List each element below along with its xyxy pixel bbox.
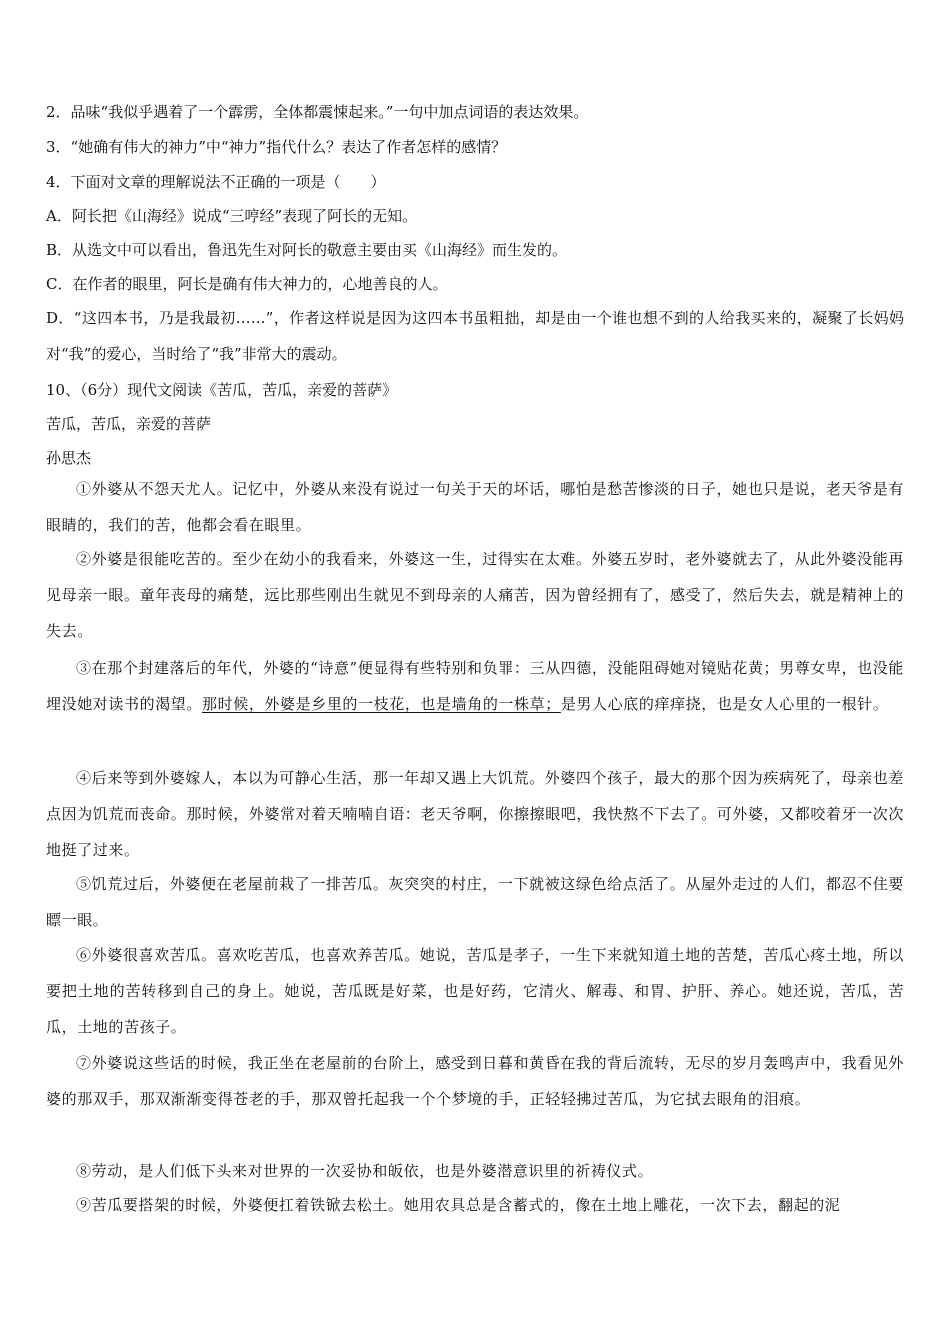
paragraph-2: ②外婆是很能吃苦的。至少在幼小的我看来，外婆这一生，过得实在太难。外婆五岁时，老外婆就去了，从此外婆没能再见母亲一眼。童年丧母的痛楚，远比那些刚出生就见不到母亲的人痛苦，因为曾经拥有了，感受了，然后失去，就是精神上的失去。 xyxy=(46,550,905,640)
question-4: 4．下面对文章的理解说法不正确的一项是（ ） xyxy=(46,173,386,191)
article-title: 苦瓜，苦瓜，亲爱的菩萨 xyxy=(46,415,212,433)
question-3: 3．“她确有伟大的神力”中“神力”指代什么？表达了作者怎样的感情？ xyxy=(46,138,507,156)
article-author: 孙思杰 xyxy=(46,449,92,467)
paragraph-3-underlined: 那时候，外婆是乡里的一枝花，也是墙角的一株草； xyxy=(202,695,561,713)
question-2: 2．品味“我似乎遇着了一个霹雳，全体都震悚起来。”一句中加点词语的表达效果。 xyxy=(46,103,589,121)
option-d: D．“这四本书，乃是我最初……”，作者这样说是因为这四本书虽粗拙，却是由一个谁也想不到的人给我买来的，凝聚了长妈妈对“我”的爱心，当时给了“我”非常大的震动。 xyxy=(46,309,904,363)
option-b: B．从选文中可以看出，鲁迅先生对阿长的敬意主要由买《山海经》而生发的。 xyxy=(46,241,568,259)
paragraph-3 xyxy=(46,650,904,722)
paragraph-6: ⑥外婆很喜欢苦瓜。喜欢吃苦瓜，也喜欢养苦瓜。她说，苦瓜是孝子，一生下来就知道土地的苦楚，苦瓜心疼土地，所以要把土地的苦转移到自己的身上。她说，苦瓜既是好菜，也是好药，它清火、解毒、和胃、护肝、养心。她还说，苦瓜，苦瓜，土地的苦孩子。 xyxy=(46,946,904,1036)
paragraph-3-end: 是男人心底的痒痒挠，也是女人心里的一根针。 xyxy=(560,695,889,713)
paragraph-8: ⑧劳动，是人们低下头来对世界的一次妥协和皈依，也是外婆潜意识里的祈祷仪式。 xyxy=(76,1162,654,1180)
option-a: A．阿长把《山海经》说成“三哼经”表现了阿长的无知。 xyxy=(46,207,418,225)
paragraph-1: ①外婆从不怨天尤人。记忆中，外婆从来没有说过一句关于天的坏话，哪怕是愁苦惨淡的日子，她也只是说，老天爷是有眼睛的，我们的苦，他都会看在眼里。 xyxy=(46,480,904,534)
section-10-heading: 10、（6分）现代文阅读《苦瓜，苦瓜，亲爱的菩萨》 xyxy=(46,381,398,399)
paragraph-4: ④后来等到外婆嫁人，本以为可静心生活，那一年却又遇上大饥荒。外婆四个孩子，最大的那个因为疾病死了，母亲也差点因为饥荒而丧命。那时候，外婆常对着天喃喃自语：老天爷啊，你擦擦眼吧，我快熬不下去了。可外婆，又都咬着牙一次次地挺了过来。 xyxy=(46,769,905,859)
paragraph-7: ⑦外婆说这些话的时候，我正坐在老屋前的台阶上，感受到日暮和黄昏在我的背后流转，无尽的岁月轰鸣声中，我看见外婆的那双手，那双渐渐变得苍老的手，那双曾托起我一个个梦境的手，正轻轻拂过苦瓜，为它拭去眼角的泪痕。 xyxy=(46,1054,904,1108)
paragraph-5: ⑤饥荒过后，外婆便在老屋前栽了一排苦瓜。灰突突的村庄，一下就被这绿色给点活了。从屋外走过的人们，都忍不住要瞟一眼。 xyxy=(46,875,904,929)
option-c: C．在作者的眼里，阿长是确有伟大神力的，心地善良的人。 xyxy=(46,275,448,293)
paragraph-3-start: ③在那个封建落后的年代，外婆的“诗意”便显得有些特别和负罪：三从四德，没能阻碍她对镜贴花黄；男尊女卑，也没能埋没她对读书的渴望。 xyxy=(46,659,904,713)
paragraph-9: ⑨苦瓜要搭架的时候，外婆便扛着铁锨去松土。她用农具总是含蓄式的，像在土地上雕花，一次下去，翻起的泥 xyxy=(76,1196,841,1214)
